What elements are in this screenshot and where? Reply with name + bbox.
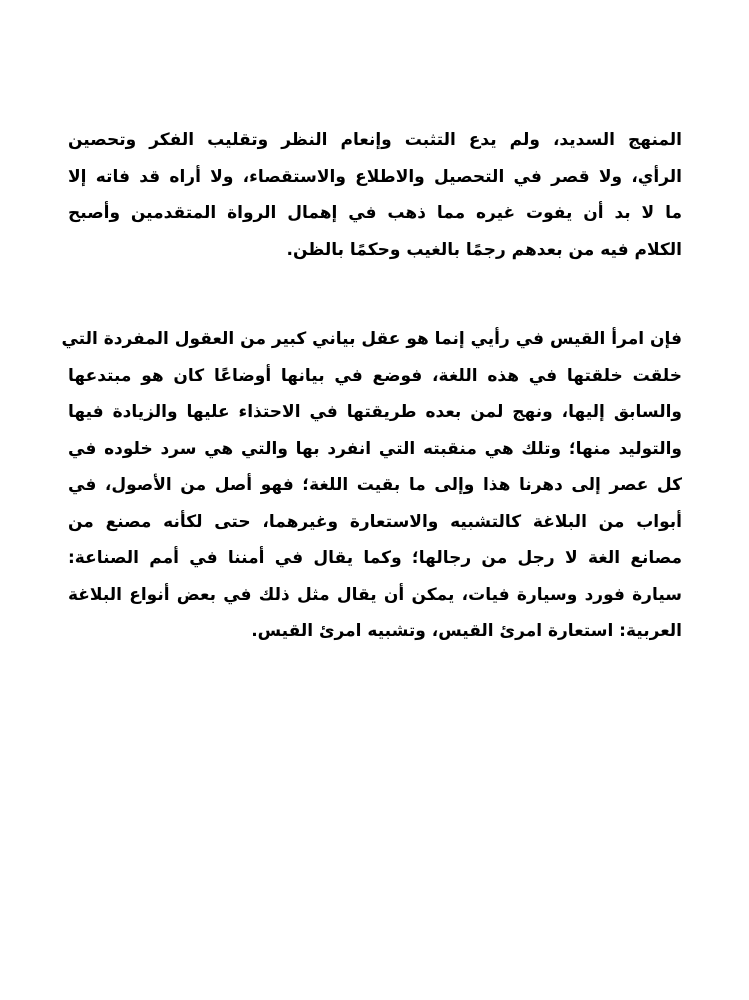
- paragraph-line: المنهج السديد، ولم يدع التثبت وإنعام النظر وتقليب الفكر وتحصين: [68, 130, 682, 150]
- paragraph-line: مصانع الغة لا رجل من رجالها؛ وكما يقال في أمننا في أمم الصناعة:: [68, 548, 682, 568]
- paragraph-line: ما لا بد أن يفوت غيره مما ذهب في إهمال الرواة المتقدمين وأصبح: [68, 203, 682, 223]
- paragraph-line: أبواب من البلاغة كالتشبيه والاستعارة وغيرهما، حتى لكأنه مصنع من: [68, 511, 682, 532]
- paragraph-line: سيارة فورد وسيارة فيات، يمكن أن يقال مثل ذلك في بعض أنواع البلاغة: [68, 584, 682, 605]
- paragraph-line: كل عصر إلى دهرنا هذا وإلى ما بقيت اللغة؛ فهو أصل من الأصول، في: [68, 475, 682, 495]
- paragraph-line: خلقت خلقتها في هذه اللغة، فوضع في بيانها أوضاعًا كان هو مبتدعها: [68, 365, 682, 386]
- paragraph-line: والتوليد منها؛ وتلك هي منقبته التي انفرد بها والتي هي سرد خلوده في: [68, 438, 682, 459]
- paragraph-1: [68, 122, 682, 268]
- paragraph-line: فإن امرأ القيس في رأيي إنما هو عقل بياني كبير من العقول المفردة التي: [61, 329, 682, 349]
- paragraph-line: العربية: استعارة امرئ القيس، وتشبيه امرئ القيس.: [251, 621, 682, 641]
- paragraph-line: والسابق إليها، ونهج لمن بعده طريقتها في الاحتذاء عليها والزيادة فيها: [68, 402, 682, 422]
- paragraph-2: [61, 321, 682, 650]
- paragraph-line: الكلام فيه من بعدهم رجمًا بالغيب وحكمًا بالظن.: [286, 239, 682, 260]
- paragraph-line: الرأي، ولا قصر في التحصيل والاطلاع والاستقصاء، ولا أراه قد فاته إلا: [68, 166, 682, 187]
